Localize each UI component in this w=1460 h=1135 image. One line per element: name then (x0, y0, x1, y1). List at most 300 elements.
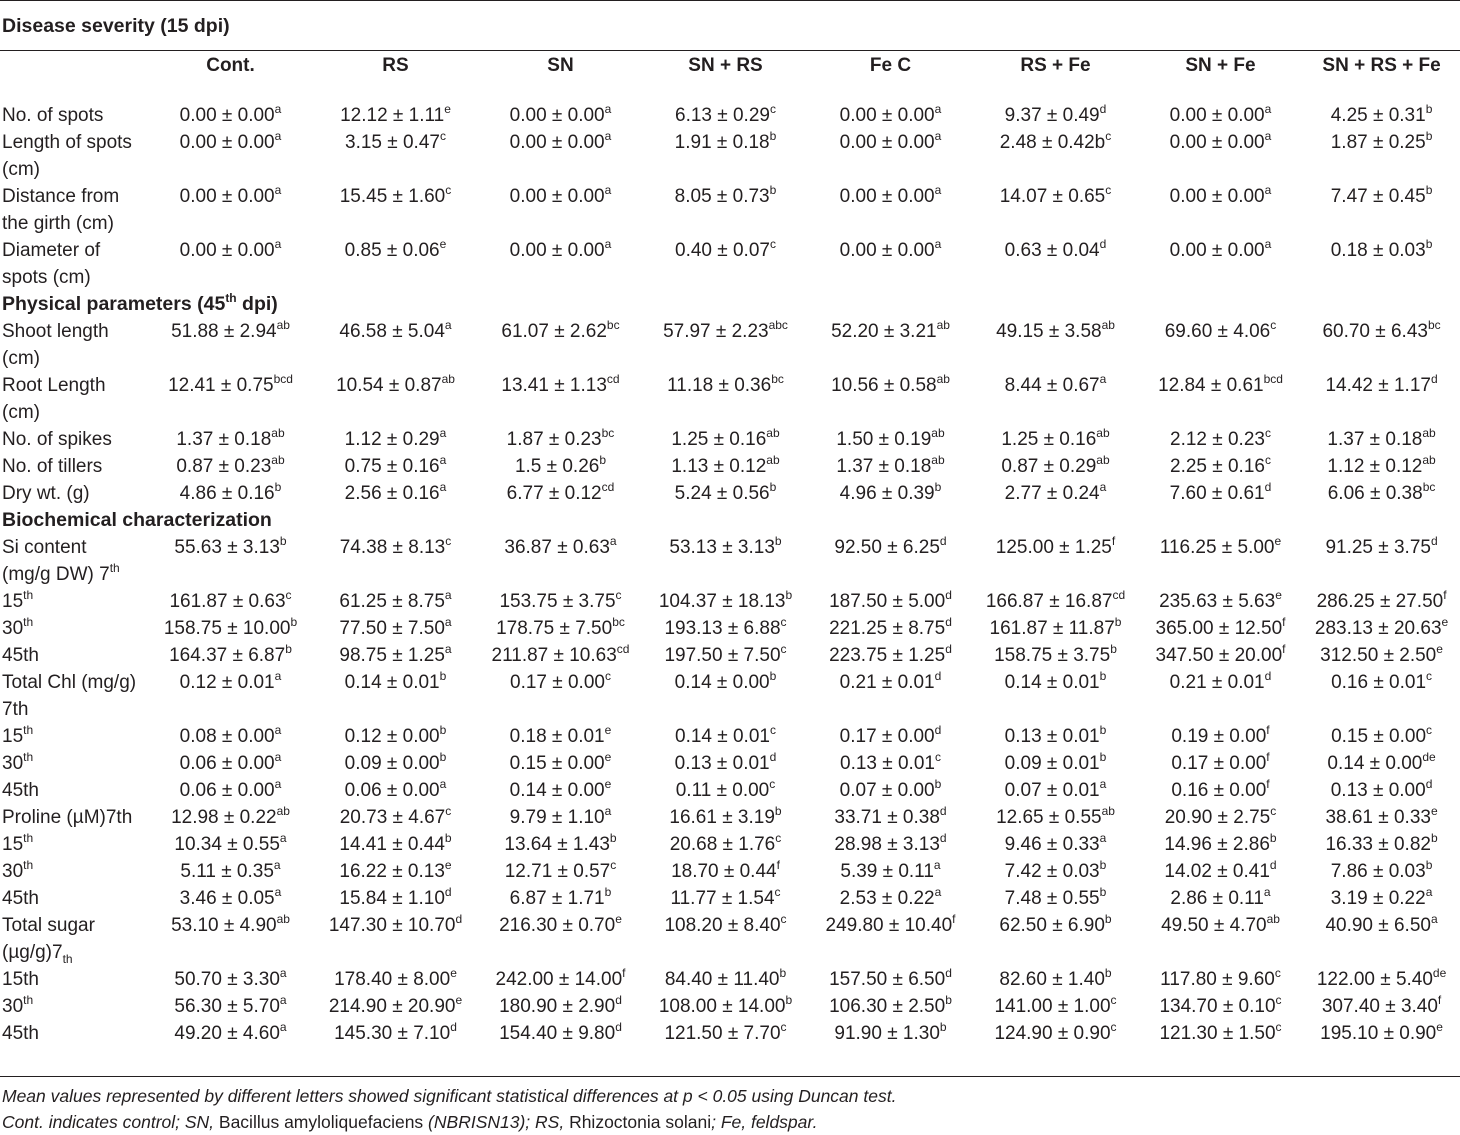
table-cell (1303, 426, 1460, 453)
row-label-line (2, 696, 148, 723)
column-header: RS (382, 55, 409, 76)
cell-significance-letter: f (1111, 534, 1116, 548)
cell-value: 49.20 ± 4.60 (174, 1023, 280, 1044)
table-cell (973, 183, 1138, 237)
row-label (0, 885, 148, 912)
table-cell (973, 912, 1138, 966)
table-cell (1303, 993, 1460, 1020)
row-label-line (2, 831, 148, 858)
row-label-text: (cm) (2, 348, 40, 369)
cell-significance-letter: bcd (273, 372, 293, 386)
cell-value: 2.53 ± 0.22 (839, 888, 935, 909)
table-row (0, 723, 1460, 750)
column-header: SN + Fe (1185, 55, 1256, 76)
table-cell (148, 588, 313, 615)
table-cell (148, 480, 313, 507)
table-cell (1138, 426, 1303, 453)
cell-value: 9.46 ± 0.33 (1004, 834, 1100, 855)
table-cell (313, 534, 478, 588)
table-cell (148, 993, 313, 1020)
cell-significance-letter: c (445, 534, 452, 548)
cell-significance-letter: a (1425, 885, 1433, 899)
cell-value: 166.87 ± 16.87 (985, 591, 1113, 612)
table-cell (148, 831, 313, 858)
cell-significance-letter: e (1441, 615, 1449, 629)
cell-significance-letter: bcd (1263, 372, 1283, 386)
cell-value: 62.50 ± 6.90 (999, 915, 1105, 936)
table-cell (643, 453, 808, 480)
cell-significance-letter: b (1425, 129, 1433, 143)
cell-value: 0.00 ± 0.00 (839, 240, 935, 261)
cell-significance-letter: d (615, 993, 622, 1007)
table-cell (478, 777, 643, 804)
cell-value: 122.00 ± 5.40 (1316, 969, 1433, 990)
table-cell (808, 183, 973, 237)
cell-value: 20.90 ± 2.75 (1164, 807, 1271, 828)
table-cell (973, 615, 1138, 642)
cell-value: 0.13 ± 0.01 (674, 753, 770, 774)
table-cell (1303, 480, 1460, 507)
row-label-line (2, 885, 148, 912)
cell-significance-letter: f (1266, 723, 1270, 737)
footnote-significance: Mean values represented by different letters showed significant statistical differences at p < 0.05 using Duncan test. (2, 1086, 897, 1106)
cell-value: 91.25 ± 3.75 (1325, 537, 1431, 558)
table-cell (313, 858, 478, 885)
row-label-sup: th (23, 723, 34, 737)
footnote-species: Rhizoctonia solani (569, 1112, 712, 1132)
table-cell (313, 129, 478, 183)
cell-significance-letter: bc (601, 426, 615, 440)
cell-significance-letter: f (622, 966, 626, 980)
cell-value: 124.90 ± 0.90 (994, 1023, 1111, 1044)
table-cell (643, 966, 808, 993)
cell-value: 18.70 ± 0.44 (671, 861, 777, 882)
cell-value: 7.86 ± 0.03 (1330, 861, 1426, 882)
table-cell (1138, 831, 1303, 858)
cell-value: 2.86 ± 0.11 (1170, 888, 1264, 909)
cell-significance-letter: a (934, 102, 942, 116)
row-label-line (2, 1020, 148, 1047)
row-label-text: 45th (2, 780, 39, 801)
cell-value: 0.87 ± 0.23 (176, 456, 272, 477)
row-label-line (2, 750, 148, 777)
table-cell (1138, 642, 1303, 669)
table-row (0, 534, 1460, 588)
cell-significance-letter: b (1269, 831, 1277, 845)
row-label-sup: th (23, 831, 34, 845)
table-row (0, 453, 1460, 480)
cell-value: 242.00 ± 14.00 (495, 969, 623, 990)
cell-significance-letter: a (279, 1020, 287, 1034)
row-label-line (2, 669, 148, 696)
table-cell (478, 804, 643, 831)
cell-value: 10.56 ± 0.58 (831, 375, 937, 396)
table-row (0, 804, 1460, 831)
cell-value: 12.98 ± 0.22 (171, 807, 277, 828)
cell-significance-letter: b (769, 669, 777, 683)
table-cell (148, 669, 313, 723)
cell-value: 50.70 ± 3.30 (174, 969, 280, 990)
table-cell (973, 777, 1138, 804)
cell-value: 7.48 ± 0.55 (1004, 888, 1100, 909)
cell-significance-letter: a (604, 183, 612, 197)
cell-significance-letter: d (1264, 480, 1272, 494)
cell-significance-letter: d (1430, 534, 1438, 548)
cell-significance-letter: b (1425, 183, 1433, 197)
cell-value: 0.11 ± 0.00 (675, 780, 770, 801)
table-cell (148, 534, 313, 588)
cell-significance-letter: c (615, 588, 622, 602)
table-cell (643, 804, 808, 831)
cell-value: 0.14 ± 0.00 (674, 672, 770, 693)
row-label-line (2, 210, 148, 237)
row-label-line (2, 588, 148, 615)
table-row (0, 750, 1460, 777)
table-cell (1303, 1020, 1460, 1047)
table-cell (148, 372, 313, 426)
cell-value: 12.65 ± 0.55 (996, 807, 1102, 828)
cell-value: 9.79 ± 1.10 (509, 807, 605, 828)
table-cell (1303, 912, 1460, 966)
table-cell (313, 588, 478, 615)
row-label-line (2, 426, 148, 453)
table-cell (1303, 885, 1460, 912)
table-cell (1303, 102, 1460, 129)
table-cell (478, 1020, 643, 1047)
cell-value: 0.15 ± 0.00 (509, 753, 605, 774)
cell-significance-letter: a (279, 966, 287, 980)
cell-significance-letter: b (785, 588, 793, 602)
table-row (0, 777, 1460, 804)
table-row (0, 993, 1460, 1020)
table-cell (973, 453, 1138, 480)
cell-significance-letter: a (274, 183, 282, 197)
cell-value: 211.87 ± 10.63 (491, 645, 617, 666)
table-cell (313, 804, 478, 831)
cell-significance-letter: b (1114, 615, 1122, 629)
cell-value: 98.75 ± 1.25 (339, 645, 445, 666)
row-label (0, 993, 148, 1020)
table-cell (1303, 723, 1460, 750)
cell-significance-letter: f (1266, 750, 1270, 764)
row-label-text: 45th (2, 888, 39, 909)
cell-significance-letter: a (274, 777, 282, 791)
cell-value: 0.09 ± 0.00 (344, 753, 440, 774)
cell-significance-letter: ab (1266, 912, 1280, 926)
table-cell (808, 453, 973, 480)
table-cell (478, 534, 643, 588)
table-cell (643, 588, 808, 615)
cell-significance-letter: a (274, 129, 282, 143)
table-cell (148, 723, 313, 750)
table-cell (313, 372, 478, 426)
row-label (0, 453, 148, 480)
cell-value: 5.11 ± 0.35 (180, 861, 274, 882)
row-label (0, 183, 148, 237)
row-label-text: 45th (2, 645, 39, 666)
cell-value: 312.50 ± 2.50 (1320, 645, 1437, 666)
table-cell (808, 993, 973, 1020)
row-label-line (2, 642, 148, 669)
section-heading-text: Physical parameters (45 (2, 293, 226, 315)
cell-significance-letter: b (1099, 723, 1107, 737)
table-cell (643, 318, 808, 372)
row-label-line (2, 993, 148, 1020)
row-label-text: Si content (2, 537, 87, 558)
section-heading-row (0, 291, 1460, 318)
table-footnotes (2, 1083, 1452, 1135)
cell-value: 0.18 ± 0.01 (509, 726, 605, 747)
table-cell (478, 966, 643, 993)
cell-value: 49.50 ± 4.70 (1161, 915, 1267, 936)
cell-significance-letter: d (939, 804, 947, 818)
table-cell (148, 237, 313, 291)
cell-significance-letter: c (1426, 723, 1433, 737)
footnote-species: Bacillus amyloliquefaciens (218, 1112, 424, 1132)
row-label-sup: th (23, 750, 34, 764)
table-cell (1138, 669, 1303, 723)
cell-significance-letter: a (439, 426, 447, 440)
table-cell (313, 642, 478, 669)
cell-significance-letter: a (274, 669, 282, 683)
table-cell (643, 102, 808, 129)
cell-significance-letter: bc (606, 318, 620, 332)
cell-significance-letter: d (615, 1020, 622, 1034)
cell-significance-letter: b (279, 534, 287, 548)
cell-significance-letter: e (604, 723, 612, 737)
row-label-text: 30 (2, 861, 24, 882)
table-row (0, 642, 1460, 669)
table-cell (1303, 453, 1460, 480)
cell-significance-letter: a (604, 804, 612, 818)
table-cell (808, 426, 973, 453)
cell-value: 3.19 ± 0.22 (1330, 888, 1426, 909)
cell-value: 14.41 ± 0.44 (339, 834, 445, 855)
cell-significance-letter: c (769, 102, 776, 116)
cell-value: 1.37 ± 0.18 (176, 429, 272, 450)
cell-value: 1.25 ± 0.16 (671, 429, 767, 450)
table-cell (973, 993, 1138, 1020)
table-cell (148, 885, 313, 912)
cell-value: 180.90 ± 2.90 (499, 996, 616, 1017)
cell-value: 164.37 ± 6.87 (169, 645, 286, 666)
cell-significance-letter: c (780, 615, 787, 629)
cell-significance-letter: b (1425, 237, 1433, 251)
row-label-text: Total sugar (2, 915, 95, 936)
cell-value: 7.42 ± 0.03 (1004, 861, 1100, 882)
row-label-text: 15 (2, 834, 24, 855)
table-cell (478, 750, 643, 777)
cell-value: 214.90 ± 20.90 (328, 996, 456, 1017)
row-label-line (2, 345, 148, 372)
cell-value: 10.34 ± 0.55 (174, 834, 280, 855)
cell-value: 15.84 ± 1.10 (339, 888, 445, 909)
cell-significance-letter: b (1425, 858, 1433, 872)
cell-value: 0.00 ± 0.00 (509, 105, 605, 126)
table-cell (973, 885, 1138, 912)
cell-value: 153.75 ± 3.75 (499, 591, 616, 612)
table-cell (973, 102, 1138, 129)
cell-value: 0.14 ± 0.01 (675, 726, 770, 747)
row-label-text: 7th (2, 699, 29, 720)
cell-significance-letter: a (439, 480, 447, 494)
cell-significance-letter: de (1432, 966, 1447, 980)
cell-value: 1.13 ± 0.12 (671, 456, 767, 477)
table-cell (313, 750, 478, 777)
cell-value: 161.87 ± 11.87 (989, 618, 1115, 639)
cell-significance-letter: ab (1422, 426, 1436, 440)
section-heading-tail: dpi) (236, 293, 278, 315)
row-label (0, 102, 148, 129)
cell-significance-letter: bc (1422, 480, 1436, 494)
cell-value: 125.00 ± 1.25 (995, 537, 1112, 558)
table-cell (148, 1020, 313, 1047)
table-row (0, 237, 1460, 291)
table-cell (973, 480, 1138, 507)
table-cell (1303, 318, 1460, 372)
table-row (0, 615, 1460, 642)
row-label-text: Diameter of (2, 240, 101, 261)
cell-significance-letter: a (1264, 237, 1272, 251)
cell-significance-letter: c (780, 642, 787, 656)
cell-value: 16.22 ± 0.13 (339, 861, 445, 882)
cell-value: 11.18 ± 0.36 (667, 375, 772, 396)
cell-value: 8.44 ± 0.67 (1004, 375, 1100, 396)
cell-value: 7.47 ± 0.45 (1330, 186, 1426, 207)
cell-significance-letter: a (444, 615, 452, 629)
cell-value: 60.70 ± 6.43 (1322, 321, 1428, 342)
row-label-line (2, 399, 148, 426)
table-cell (1138, 804, 1303, 831)
table-cell (1303, 588, 1460, 615)
table-row (0, 183, 1460, 237)
table-cell (478, 858, 643, 885)
table-cell (1303, 372, 1460, 426)
row-label-sub: th (62, 951, 73, 966)
row-label-text: (cm) (2, 402, 40, 423)
table-cell (808, 534, 973, 588)
table-cell (1138, 1020, 1303, 1047)
cell-significance-letter: a (1099, 777, 1107, 791)
cell-value: 141.00 ± 1.00 (994, 996, 1111, 1017)
cell-significance-letter: a (274, 102, 282, 116)
section-heading-row (0, 507, 1460, 534)
cell-value: 55.63 ± 3.13 (174, 537, 280, 558)
row-label (0, 480, 148, 507)
cell-value: 307.40 ± 3.40 (1321, 996, 1438, 1017)
table-row (0, 912, 1460, 966)
cell-significance-letter: b (934, 480, 942, 494)
row-label-line (2, 804, 148, 831)
cell-value: 0.00 ± 0.00 (839, 105, 935, 126)
cell-significance-letter: d (769, 750, 777, 764)
table-row (0, 426, 1460, 453)
cell-significance-letter: d (450, 1020, 457, 1034)
row-label-text: 30 (2, 996, 24, 1017)
cell-significance-letter: e (455, 993, 463, 1007)
table-cell (973, 534, 1138, 588)
cell-significance-letter: ab (276, 318, 290, 332)
cell-value: 4.25 ± 0.31 (1330, 105, 1426, 126)
table-cell (643, 426, 808, 453)
row-label-text: Distance from (2, 186, 120, 207)
cell-significance-letter: ab (276, 912, 290, 926)
table-cell (313, 993, 478, 1020)
row-label-line (2, 939, 148, 966)
cell-value: 195.10 ± 0.90 (1320, 1023, 1437, 1044)
table-cell (973, 831, 1138, 858)
cell-value: 1.12 ± 0.29 (344, 429, 440, 450)
cell-significance-letter: b (1099, 858, 1107, 872)
cell-significance-letter: c (1275, 1020, 1282, 1034)
cell-value: 0.07 ± 0.00 (839, 780, 935, 801)
table-cell (1138, 993, 1303, 1020)
table-cell (808, 318, 973, 372)
cell-significance-letter: d (1425, 777, 1433, 791)
cell-value: 1.5 ± 0.26 (514, 456, 600, 477)
cell-value: 77.50 ± 7.50 (339, 618, 445, 639)
cell-value: 0.12 ± 0.01 (179, 672, 275, 693)
table-cell (808, 885, 973, 912)
table-cell (643, 183, 808, 237)
row-label-line (2, 102, 148, 129)
table-cell (1138, 615, 1303, 642)
table-cell (808, 669, 973, 723)
table-cell (808, 1020, 973, 1047)
cell-value: 40.90 ± 6.50 (1325, 915, 1431, 936)
table-cell (643, 534, 808, 588)
table-cell (313, 102, 478, 129)
cell-value: 0.13 ± 0.00 (1330, 780, 1426, 801)
cell-significance-letter: c (1105, 183, 1112, 197)
table-cell (808, 642, 973, 669)
table-cell (148, 102, 313, 129)
cell-significance-letter: bc (1427, 318, 1441, 332)
cell-value: 49.15 ± 3.58 (996, 321, 1102, 342)
table-cell (1138, 129, 1303, 183)
cell-significance-letter: a (439, 453, 447, 467)
table-cell (1303, 183, 1460, 237)
column-header: SN (547, 55, 574, 76)
row-label (0, 804, 148, 831)
cell-value: 82.60 ± 1.40 (999, 969, 1105, 990)
cell-significance-letter: b (769, 480, 777, 494)
cell-value: 5.39 ± 0.11 (840, 861, 934, 882)
row-label-text: 30 (2, 618, 24, 639)
cell-significance-letter: f (1437, 993, 1442, 1007)
table-cell (1303, 237, 1460, 291)
cell-significance-letter: d (455, 912, 463, 926)
cell-significance-letter: b (1110, 642, 1117, 656)
cell-significance-letter: b (444, 831, 452, 845)
row-label (0, 237, 148, 291)
cell-significance-letter: a (274, 750, 282, 764)
table-cell (478, 831, 643, 858)
table-cell (1138, 777, 1303, 804)
table-cell (808, 129, 973, 183)
cell-significance-letter: a (934, 237, 942, 251)
cell-significance-letter: c (604, 669, 611, 683)
table-cell (1303, 615, 1460, 642)
table-cell (643, 480, 808, 507)
cell-value: 161.87 ± 0.63 (169, 591, 286, 612)
cell-significance-letter: ab (931, 453, 945, 467)
row-label-sup: th (23, 588, 34, 602)
row-label-text: No. of spots (2, 105, 104, 126)
table-cell (973, 750, 1138, 777)
cell-value: 16.61 ± 3.19 (669, 807, 775, 828)
cell-value: 1.37 ± 0.18 (836, 456, 932, 477)
